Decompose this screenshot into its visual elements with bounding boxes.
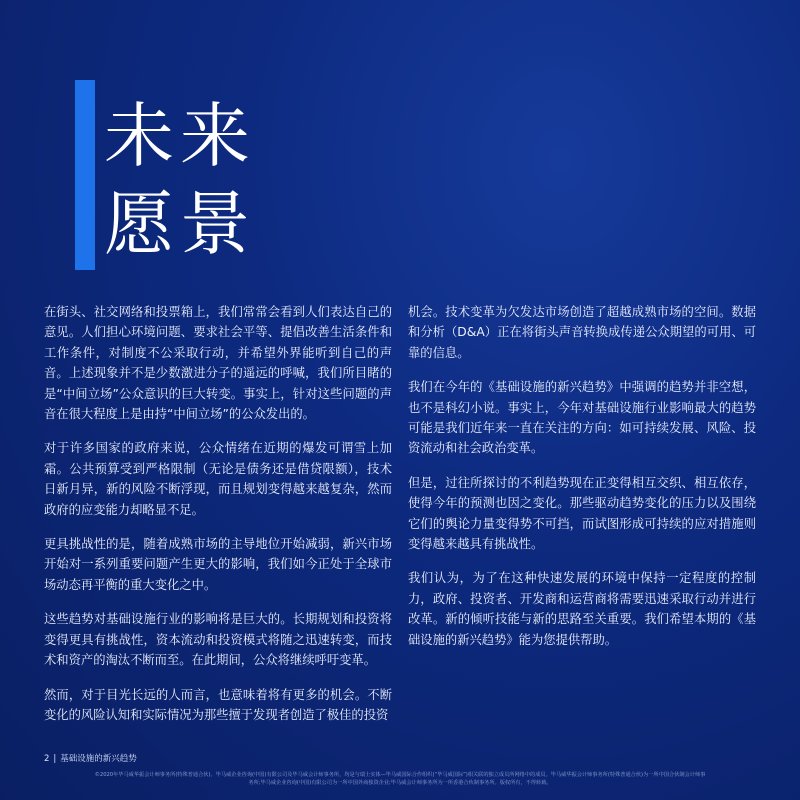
paragraph: 对于许多国家的政府来说，公众情绪在近期的爆发可谓雪上加霜。公共预算受到严格限制（无论是债务还是借贷限额），技术日新月异，新的风险不断浮现，而且规划变得越来越复杂，然而政府的应变能力却略显不足。	[44, 441, 392, 517]
copyright-line-2: 务所;毕马威企业咨询(中国)有限公司为一所中国外商独资企业;毕马威会计师事务所为一所香港合伙制事务所。版权所有，不得转载。	[248, 780, 552, 786]
right-column	[408, 302, 756, 664]
page-footer	[44, 752, 137, 764]
copyright-line-1: ©2020年毕马威华振会计师事务所(特殊普通合伙)、毕马威企业咨询(中国)有限公司及毕马威会计师事务所，均是与瑞士实体—毕马威国际合作组织(“毕马威国际”)相关联的独立成员所网络中的成员。毕马威华振会计师事务所(特殊普通合伙)为一所中国合伙制会计师事	[94, 772, 706, 778]
accent-bar	[75, 80, 95, 270]
page-title	[104, 92, 256, 268]
paragraph: 这些趋势对基础设施行业的影响将是巨大的。长期规划和投资将变得更具有挑战性，资本流动和投资模式将随之迅速转变，而技术和资产的淘汰不断而至。在此期间，公众将继续呼吁变革。	[44, 612, 392, 668]
paragraph: 但是，过往所探讨的不利趋势现在正变得相互交织、相互依存，使得今年的预测也因之变化。那些驱动趋势变化的压力以及围绕它们的舆论力量变得势不可挡，而试图形成可持续的应对措施则变得越来越具有挑战性。	[408, 475, 756, 552]
paragraph: 机会。技术变革为欠发达市场创造了超越成熟市场的空间。数据和分析（D&A）正在将街头声音转换成传递公众期望的可用、可靠的信息。	[408, 305, 756, 360]
title-line-2: 愿景	[104, 183, 256, 265]
paragraph: 然而，对于目光长远的人而言，也意味着将有更多的机会。不断变化的风险认知和实际情况为那些擅于发现者创造了极佳的投资	[44, 687, 392, 722]
page-number: 2	[44, 754, 50, 764]
paragraph: 我们在今年的《基础设施的新兴趋势》中强调的趋势并非空想，也不是科幻小说。事实上，今年对基础设施行业影响最大的趋势可能是我们近年来一直在关注的方向：如可持续发展、风险、投资流动和社会政治变革。	[408, 380, 756, 456]
paragraph: 在街头、社交网络和投票箱上，我们常常会看到人们表达自己的意见。人们担心环境问题、要求社会平等、提倡改善生活条件和工作条件，对制度不公采取行动，并希望外界能听到自己的声音。上述现象并不是少数激进分子的遥远的呼喊，我们所目睹的是“中间立场”公众意识的巨大转变。事实上，针对这些问题的声音在很大程度上是由持“中间立场”的公众发出的。	[44, 305, 392, 422]
paragraph: 更具挑战性的是，随着成熟市场的主导地位开始减弱，新兴市场开始对一系列重要问题产生更大的影响，我们如今正处于全球市场动态再平衡的重大变化之中。	[44, 537, 392, 592]
title-line-1: 未来	[104, 95, 256, 177]
publication-name: 基础设施的新兴趋势	[60, 754, 137, 764]
left-column	[44, 302, 392, 739]
copyright-notice	[6, 771, 794, 787]
paragraph: 我们认为，为了在这种快速发展的环境中保持一定程度的控制力，政府、投资者、开发商和运营商将需要迅速采取行动并进行改革。新的倾听技能与新的思路至关重要。我们希望本期的《基础设施的新兴趋势》能为您提供帮助。	[408, 571, 756, 647]
footer-separator: |	[53, 754, 57, 764]
